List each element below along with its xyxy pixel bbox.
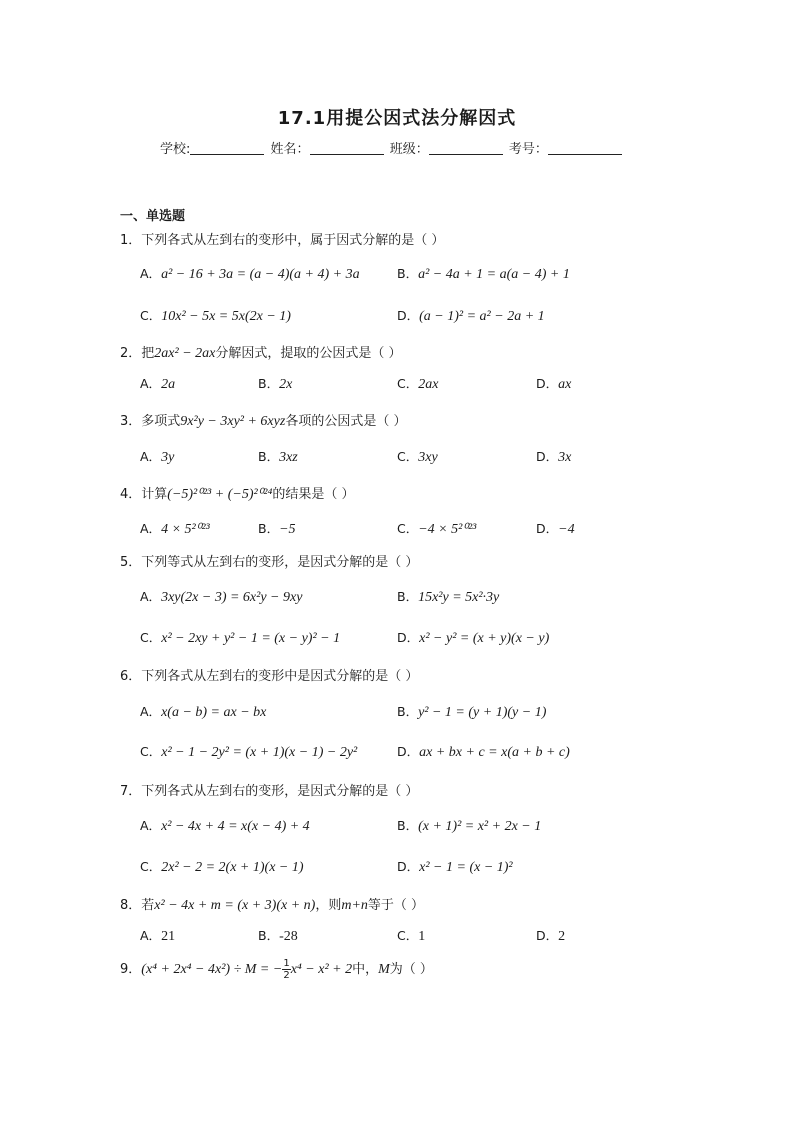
question-8-option-c[interactable]: C．1 [397,928,426,944]
question-1-stem: 1．下列各式从左到右的变形中，属于因式分解的是（ ） [120,233,445,248]
question-7-option-c[interactable]: C．2x² − 2 = 2(x + 1)(x − 1) [140,859,304,875]
class-blank[interactable] [429,142,503,155]
fraction-one-half: $\frac{1}{2}$ [283,958,290,981]
question-5-option-a[interactable]: A．3xy(2x − 3) = 6x²y − 9xy [140,589,303,605]
class-label: 班级： [389,142,429,157]
question-5-option-c[interactable]: C．x² − 2xy + y² − 1 = (x − y)² − 1 [140,630,341,646]
student-info-line [160,138,624,157]
question-6-stem: 6．下列各式从左到右的变形中是因式分解的是（ ） [120,669,419,684]
question-3-option-d[interactable]: D．3x [536,449,572,465]
question-6-option-d[interactable]: D．ax + bx + c = x(a + b + c) [397,744,570,760]
name-blank[interactable] [310,142,384,155]
school-label: 学校: [160,142,191,157]
question-1-option-c[interactable]: C．10x² − 5x = 5x(2x − 1) [140,308,291,324]
question-2-stem: 2．把2ax² − 2ax分解因式，提取的公因式是（ ） [120,346,402,361]
page-title: 17.1用提公因式法分解因式 [277,108,517,129]
question-2-option-b[interactable]: B．2x [258,376,293,392]
name-label: 姓名： [270,142,310,157]
question-8-option-b[interactable]: B．-28 [258,928,298,944]
exam-no-label: 考号： [508,142,548,157]
question-5-option-b[interactable]: B．15x²y = 5x²·3y [397,589,500,605]
question-4-option-a[interactable]: A．4 × 5²⁰²³ [140,521,210,537]
question-3-option-c[interactable]: C．3xy [397,449,438,465]
question-9-stem: 9．(x⁴ + 2x⁴ − 4x²) ÷ M = − $\frac{1}{2}$ x⁴ − x² + 2中，M为（ ） [120,958,433,981]
question-1-option-a[interactable]: A．a² − 16 + 3a = (a − 4)(a + 4) + 3a [140,266,360,282]
question-2-option-d[interactable]: D．ax [536,376,572,392]
question-6-option-c[interactable]: C．x² − 1 − 2y² = (x + 1)(x − 1) − 2y² [140,744,358,760]
question-6-option-a[interactable]: A．x(a − b) = ax − bx [140,704,267,720]
question-3-stem: 3．多项式9x²y − 3xy² + 6xyz各项的公因式是（ ） [120,414,407,429]
section-heading: 一、单选题 [120,209,186,224]
question-7-option-d[interactable]: D．x² − 1 = (x − 1)² [397,859,513,875]
question-8-option-a[interactable]: A．21 [140,928,176,944]
question-7-stem: 7．下列各式从左到右的变形，是因式分解的是（ ） [120,784,419,799]
question-1-option-b[interactable]: B．a² − 4a + 1 = a(a − 4) + 1 [397,266,570,282]
question-8-stem: 8．若x² − 4x + m = (x + 3)(x + n)，则m+n等于（ ） [120,898,425,913]
question-5-stem: 5．下列等式从左到右的变形，是因式分解的是（ ） [120,555,419,570]
question-7-option-a[interactable]: A．x² − 4x + 4 = x(x − 4) + 4 [140,818,310,834]
question-4-option-c[interactable]: C．−4 × 5²⁰²³ [397,521,477,537]
question-3-option-b[interactable]: B．3xz [258,449,298,465]
exam-no-blank[interactable] [548,142,622,155]
question-6-option-b[interactable]: B．y² − 1 = (y + 1)(y − 1) [397,704,547,720]
question-3-option-a[interactable]: A．3y [140,449,175,465]
question-1-option-d[interactable]: D．(a − 1)² = a² − 2a + 1 [397,308,545,324]
question-8-option-d[interactable]: D．2 [536,928,566,944]
question-4-option-b[interactable]: B．−5 [258,521,296,537]
question-4-stem: 4．计算(−5)²⁰²³ + (−5)²⁰²⁴的结果是（ ） [120,487,355,502]
question-7-option-b[interactable]: B．(x + 1)² = x² + 2x − 1 [397,818,542,834]
question-4-option-d[interactable]: D．−4 [536,521,575,537]
school-blank[interactable] [190,142,264,155]
question-2-option-c[interactable]: C．2ax [397,376,439,392]
question-2-option-a[interactable]: A．2a [140,376,176,392]
question-5-option-d[interactable]: D．x² − y² = (x + y)(x − y) [397,630,550,646]
